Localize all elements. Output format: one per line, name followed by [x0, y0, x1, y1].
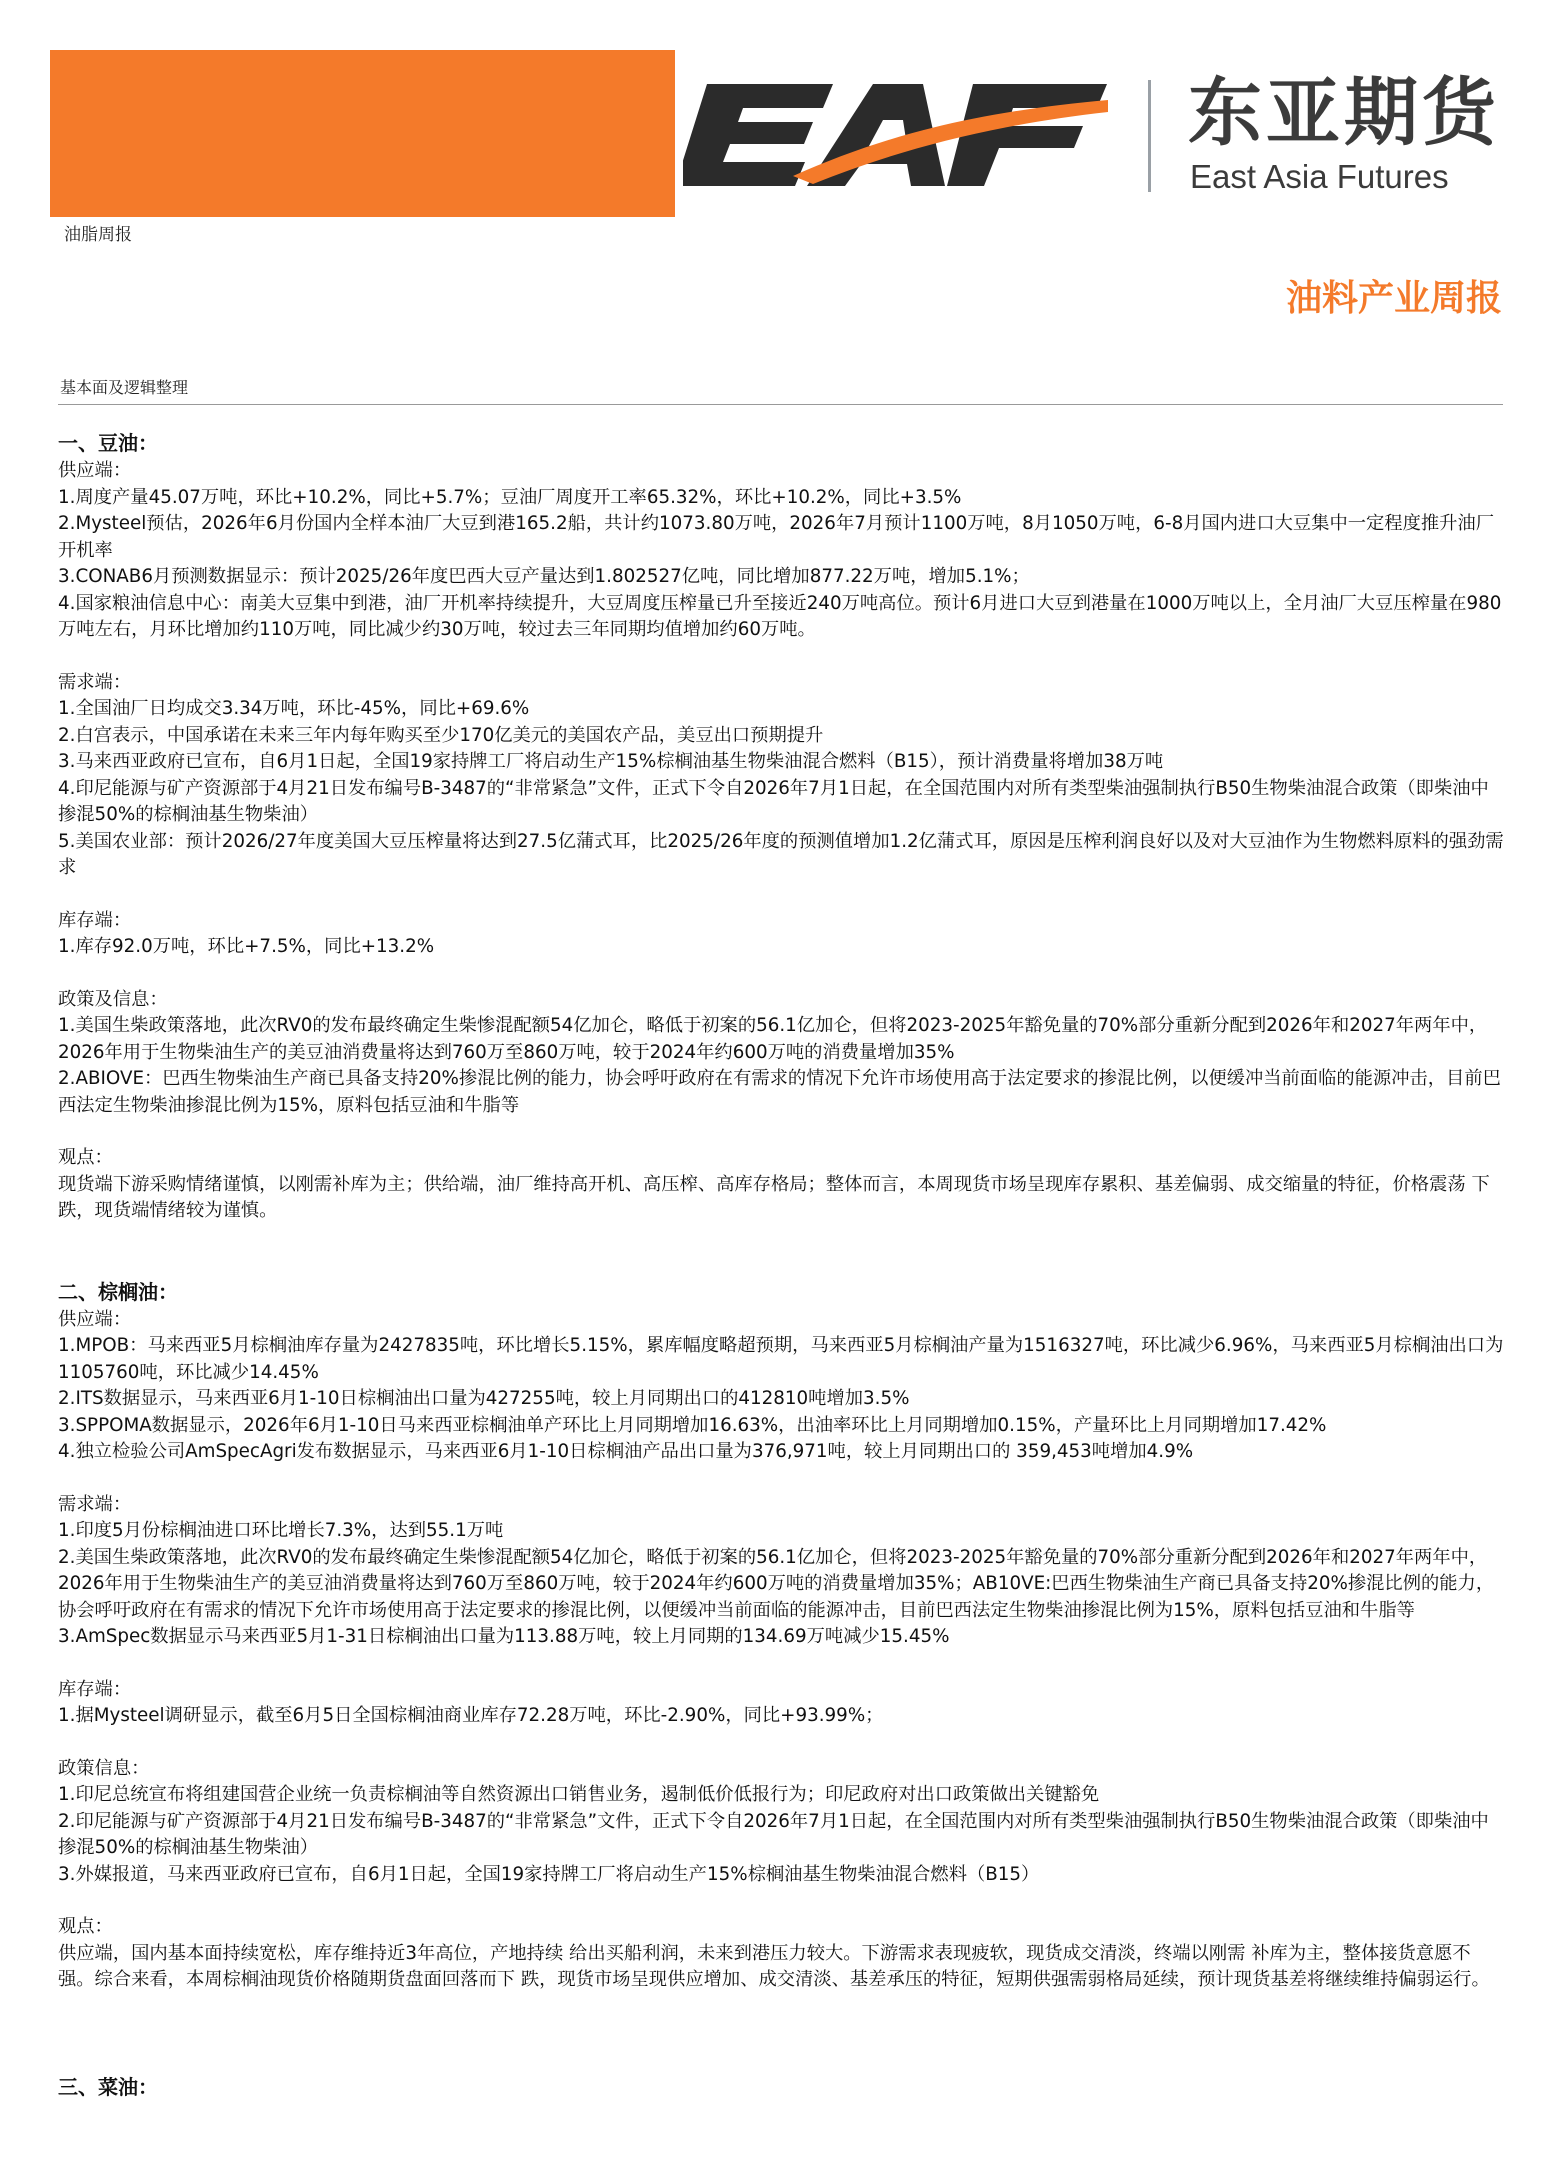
list-item: 2.ABIOVE：巴西生物柴油生产商已具备支持20%掺混比例的能力，协会呼吁政府在有需求的情况下允许市场使用高于法定要求的掺混比例，以便缓冲当前面临的能源冲击，目前巴西法定生物柴油掺混比例为15%，原料包括豆油和牛脂等 — [58, 1068, 1501, 1116]
list-item: 2.Mysteel预估，2026年6月份国内全样本油厂大豆到港165.2船，共计约1073.80万吨，2026年7月预计1100万吨，8月1050万吨，6-8月国内进口大豆集中一定程度推升油厂开机率 — [58, 513, 1494, 561]
section-title: 三、菜油： — [58, 2074, 158, 2099]
list-item: 2.印尼能源与矿产资源部于4月21日发布编号B-3487的“非常紧急”文件，正式下令自2026年7月1日起，在全国范围内对所有类型柴油强制执行B50生物柴油混合政策（即柴油中掺混50%的棕榈油基生物柴油） — [58, 1810, 1489, 1858]
list-item: 1.印尼总统宣布将组建国营企业统一负责棕榈油等自然资源出口销售业务，遏制低价低报行为；印尼政府对出口政策做出关键豁免 — [58, 1784, 1100, 1805]
company-name-en: East Asia Futures — [1190, 158, 1449, 195]
list-item: 2.美国生柴政策落地，此次RV0的发布最终确定生柴惨混配额54亿加仑，略低于初案的56.1亿加仑，但将2023-2025年豁免量的70%部分重新分配到2026年和2027年两年中，2026年用于生物柴油生产的美豆油消费量将达到760万至860万吨，较于2024年约600万吨的消费量增加35%；AB10VE:巴西生物柴油生产商已具备支持20%掺混比例的能力，协会呼吁政府在有需求的情况下允许市场使用高于法定要求的掺混比例，以便缓冲当前面临的能源冲击，目前巴西法定生物柴油掺混比例为15%，原料包括豆油和牛脂等 — [58, 1546, 1495, 1621]
list-item: 3.外媒报道，马来西亚政府已宣布，自6月1日起，全国19家持牌工厂将启动生产15%棕榈油基生物柴油混合燃料（B15） — [58, 1863, 1040, 1885]
subsection-label: 库存端： — [58, 909, 132, 931]
section-subheading: 基本面及逻辑整理 — [60, 378, 189, 397]
subsection-label: 观点： — [58, 1147, 113, 1168]
list-item: 1.印度5月份棕榈油进口环比增长7.3%，达到55.1万吨 — [58, 1520, 504, 1541]
list-item: 3.马来西亚政府已宣布，自6月1日起，全国19家持牌工厂将启动生产15%棕榈油基生物柴油混合燃料（B15），预计消费量将增加38万吨 — [58, 751, 1164, 772]
list-item: 3.SPPOMA数据显示，2026年6月1-10日马来西亚棕榈油单产环比上月同期增加16.63%，出油率环比上月同期增加0.15%，产量环比上月同期增加17.42% — [58, 1414, 1327, 1436]
company-name-cn: 东亚期货 — [1188, 70, 1500, 156]
list-item: 3.CONAB6月预测数据显示：预计2025/26年度巴西大豆产量达到1.802527亿吨，同比增加877.22万吨，增加5.1%； — [58, 566, 1030, 587]
list-item: 1.据Mysteel调研显示，截至6月5日全国棕榈油商业库存72.28万吨，环比-2.90%，同比+93.99%； — [58, 1705, 884, 1726]
section-palm-oil — [58, 1277, 1505, 1994]
list-item: 1.库存92.0万吨，环比+7.5%，同比+13.2% — [58, 936, 435, 957]
list-item: 1.全国油厂日均成交3.34万吨，环比-45%，同比+69.6% — [58, 698, 530, 719]
list-item: 现货端下游采购情绪谨慎，以刚需补库为主；供给端，油厂维持高开机、高压榨、高库存格局；整体而言，本周现货市场呈现库存累积、基差偏弱、成交缩量的特征，价格震荡 下跌，现货端情绪较为谨慎。 — [58, 1173, 1490, 1221]
subsection-label: 需求端： — [58, 671, 132, 693]
subsection-label: 供应端： — [58, 460, 132, 481]
logo-divider — [1148, 80, 1151, 192]
list-item: 4.国家粮油信息中心：南美大豆集中到港，油厂开机率持续提升，大豆周度压榨量已升至接近240万吨高位。预计6月进口大豆到港量在1000万吨以上，全月油厂大豆压榨量在980万吨左右，月环比增加约110万吨，同比减少约30万吨，较过去三年同期均值增加约60万吨。 — [58, 592, 1502, 640]
header-rule — [58, 404, 1503, 405]
list-item: 2.ITS数据显示，马来西亚6月1-10日棕榈油出口量为427255吨，较上月同期出口的412810吨增加3.5% — [58, 1388, 910, 1409]
section-soybean-oil — [58, 428, 1505, 1225]
list-item: 4.独立检验公司AmSpecAgri发布数据显示，马来西亚6月1-10日棕榈油产品出口量为376,971吨，较上月同期出口的 359,453吨增加4.9% — [58, 1441, 1194, 1462]
subsection-label: 政策及信息： — [58, 988, 168, 1010]
report-title: 油料产业周报 — [1285, 278, 1502, 319]
eaf-logo — [683, 76, 1113, 194]
subsection-label: 库存端： — [58, 1678, 132, 1700]
list-item: 1.MPOB：马来西亚5月棕榈油库存量为2427835吨，环比增长5.15%，累库幅度略超预期，马来西亚5月棕榈油产量为1516327吨，环比减少6.96%，马来西亚5月棕榈油出口为1105760吨，环比减少14.45% — [58, 1335, 1504, 1383]
document-type: 油脂周报 — [64, 225, 132, 245]
list-item: 供应端，国内基本面持续宽松，库存维持近3年高位，产地持续 给出买船利润，未来到港压力较大。下游需求表现疲软，现货成交清淡，终端以刚需 补库为主，整体接货意愿不强。综合来看，本周棕榈油现货价格随期货盘面回落而下 跌，现货市场呈现供应增加、成交清淡、基差承压的特征，短期供强需弱格局延续，预计现货基差将继续维持偏弱运行。 — [58, 1942, 1490, 1990]
subsection-label: 政策信息： — [58, 1757, 150, 1779]
list-item: 5.美国农业部：预计2026/27年度美国大豆压榨量将达到27.5亿蒲式耳，比2025/26年度的预测值增加1.2亿蒲式耳，原因是压榨利润良好以及对大豆油作为生物燃料原料的强劲需求 — [58, 830, 1504, 878]
list-item: 2.白宫表示，中国承诺在未来三年内每年购买至少170亿美元的美国农产品，美豆出口预期提升 — [58, 724, 824, 746]
list-item: 3.AmSpec数据显示马来西亚5月1-31日棕榈油出口量为113.88万吨，较上月同期的134.69万吨减少15.45% — [58, 1626, 950, 1647]
header-orange-band — [50, 50, 675, 217]
subsection-label: 供应端： — [58, 1308, 132, 1330]
list-item: 4.印尼能源与矿产资源部于4月21日发布编号B-3487的“非常紧急”文件，正式下令自2026年7月1日起，在全国范围内对所有类型柴油强制执行B50生物柴油混合政策（即柴油中掺混50%的棕榈油基生物柴油） — [58, 777, 1489, 825]
section-title: 一、豆油： — [58, 431, 158, 455]
list-item: 1.美国生柴政策落地，此次RV0的发布最终确定生柴惨混配额54亿加仑，略低于初案的56.1亿加仑，但将2023-2025年豁免量的70%部分重新分配到2026年和2027年两年中，2026年用于生物柴油生产的美豆油消费量将达到760万至860万吨，较于2024年约600万吨的消费量增加35% — [58, 1015, 1488, 1063]
list-item: 1.周度产量45.07万吨，环比+10.2%，同比+5.7%；豆油厂周度开工率65.32%，环比+10.2%，同比+3.5% — [58, 486, 962, 508]
section-title: 二、棕榈油： — [58, 1279, 178, 1304]
subsection-label: 观点： — [58, 1916, 113, 1937]
subsection-label: 需求端： — [58, 1493, 132, 1515]
report-body — [58, 428, 1505, 2102]
section-rapeseed-oil — [58, 2072, 1505, 2102]
